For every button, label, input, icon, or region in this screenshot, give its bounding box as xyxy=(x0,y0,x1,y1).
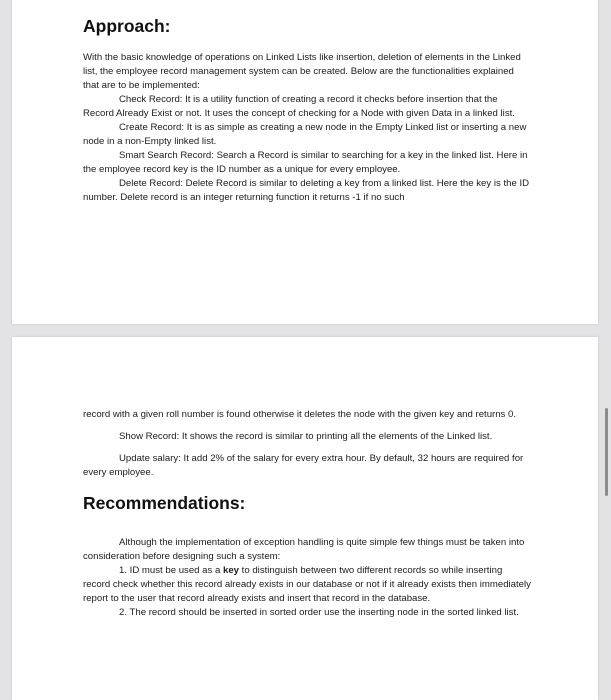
update-salary-paragraph: Update salary: It add 2% of the salary for every extra hour. By default, 32 hours are required for every employee. xyxy=(83,453,524,478)
rec-1-start: 1. ID must be used as a xyxy=(119,565,223,576)
smart-search-paragraph: Smart Search Record: Search a Record is similar to searching for a key in the linked list. Here in the employee record key is the ID number as a unique for every employee. xyxy=(83,150,528,175)
recommendations-heading: Recommendations: xyxy=(83,493,246,513)
vertical-scrollbar[interactable] xyxy=(605,408,608,496)
delete-record-paragraph: Delete Record: Delete Record is similar to deleting a key from a linked list. Here the key is the ID number. Delete record is an integer returning function it returns -1 if no such xyxy=(83,178,530,203)
check-record-paragraph: Check Record: It is a utility function of creating a record it checks before insertion that the Record Already Exist or not. It uses the concept of checking for a Node with given Data in a linked list. xyxy=(83,94,515,119)
page-2-content xyxy=(83,408,531,620)
recommendation-2: 2. The record should be inserted in sorted order use the inserting node in the sorted linked list. xyxy=(119,607,519,618)
page-1-content xyxy=(83,14,531,205)
document-page-1 xyxy=(12,0,598,324)
rec-1-key: key xyxy=(223,565,240,576)
create-record-paragraph: Create Record: It is as simple as creating a new node in the Empty Linked list or inserting a new node in a non-Empty linked list. xyxy=(83,122,527,147)
approach-heading: Approach: xyxy=(83,16,171,36)
document-page-2 xyxy=(12,337,598,700)
show-record-paragraph: Show Record: It shows the record is similar to printing all the elements of the Linked list. xyxy=(119,431,493,442)
delete-record-continued: record with a given roll number is found otherwise it deletes the node with the given key and returns 0. xyxy=(83,409,517,420)
intro-paragraph: With the basic knowledge of operations on Linked Lists like insertion, deletion of elements in the Linked list, the employee record management system can be created. Below are the functionalities explained that are to be implemented: xyxy=(83,52,521,91)
recommendation-1 xyxy=(83,564,531,606)
rec-1-end: to distinguish between two different records so while inserting record check whether this record already exists in our database or not if it already exists then immediately report to the user that record already exists and insert that record in the database. xyxy=(83,565,531,604)
recommendations-intro: Although the implementation of exception handling is quite simple few things must be taken into consideration before designing such a system: xyxy=(83,537,525,562)
